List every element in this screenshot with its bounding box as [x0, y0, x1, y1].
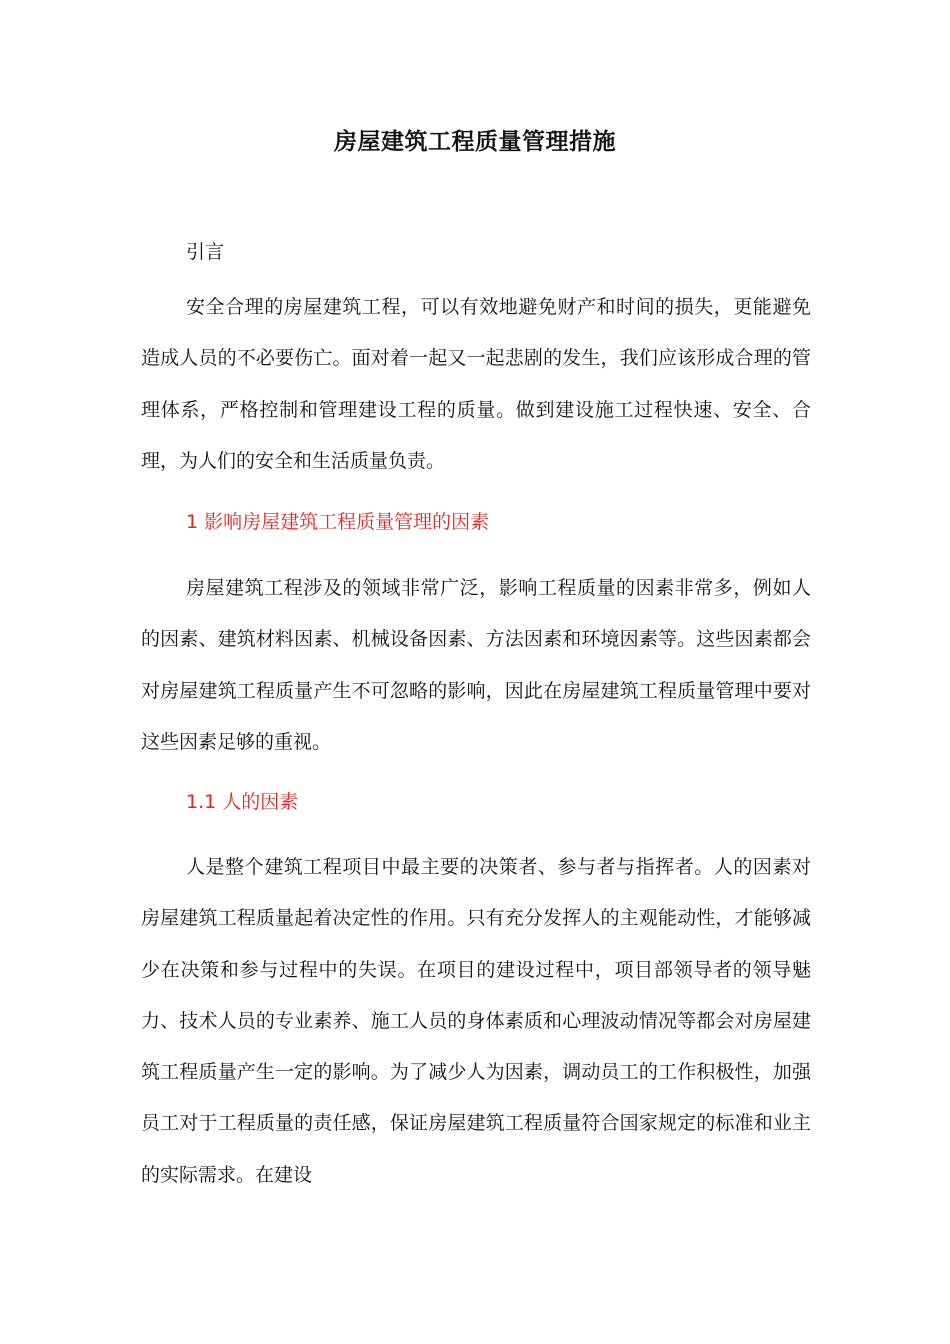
document-title: 房屋建筑工程质量管理措施	[334, 129, 616, 155]
section-1-1-paragraph: 人是整个建筑工程项目中最主要的决策者、参与者与指挥者。人的因素对房屋建筑工程质量起着决定性的作用。只有充分发挥人的主观能动性，才能够减少在决策和参与过程中的失误。在项目的建设过程中，项目部领导者的领导魅力、技术人员的专业素养、施工人员的身体素质和心理波动情况等都会对房屋建筑工程质量产生一定的影响。为了减少人为因素，调动员工的工作积极性，加强员工对于工程质量的责任感，保证房屋建筑工程质量符合国家规定的标准和业主的实际需求。在建设	[141, 856, 811, 1186]
section-1-1-heading: 1.1 人的因素	[186, 791, 299, 813]
intro-label: 引言	[186, 241, 225, 263]
section-1-heading: 1 影响房屋建筑工程质量管理的因素	[186, 511, 490, 533]
intro-paragraph: 安全合理的房屋建筑工程，可以有效地避免财产和时间的损失，更能避免造成人员的不必要伤亡。面对着一起又一起悲剧的发生，我们应该形成合理的管理体系，严格控制和管理建设工程的质量。做到建设施工过程快速、安全、合理，为人们的安全和生活质量负责。	[141, 296, 811, 472]
section-1-paragraph: 房屋建筑工程涉及的领域非常广泛，影响工程质量的因素非常多，例如人的因素、建筑材料因素、机械设备因素、方法因素和环境因素等。这些因素都会对房屋建筑工程质量产生不可忽略的影响，因此在房屋建筑工程质量管理中要对这些因素足够的重视。	[141, 577, 811, 753]
